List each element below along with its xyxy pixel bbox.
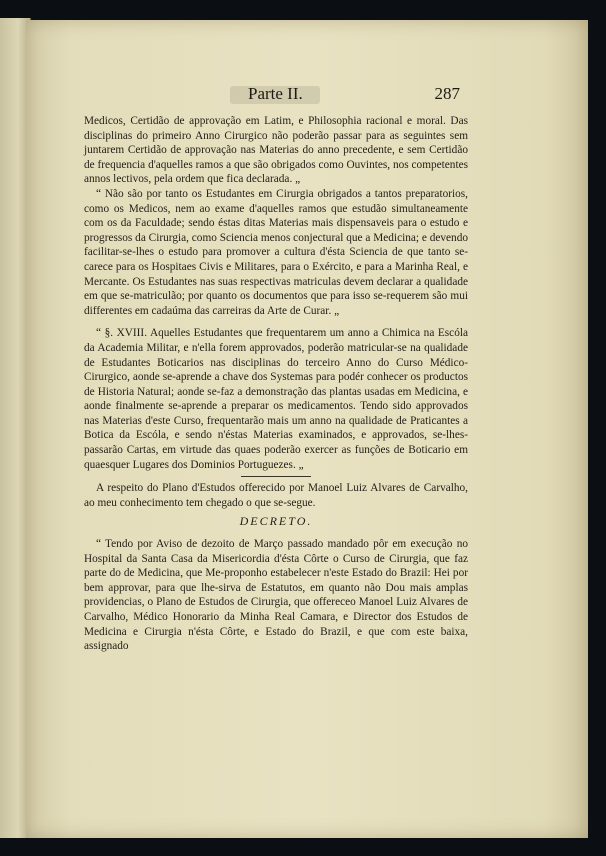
section-divider <box>241 476 311 477</box>
page-number: 287 <box>434 84 460 103</box>
decree-heading: DECRETO. <box>239 514 313 529</box>
paragraph-plan-intro: A respeito do Plano d'Estudos offerecido por Manoel Luiz Alvares de Carvalho, ao meu conhecimento tem chegado o que se-segue. <box>84 482 468 509</box>
paragraph-surgery-students: “ Não são por tanto os Estudantes em Cirurgia obrigados a tantos preparatorios, como os Medicos, nem ao exame d'aquelles ramos que estudão simultaneamente com os da Faculdade; sendo éstas ditas Materias mais dispensaveis para o estudo e progressos da Cirurgia, como Sciencia menos conjectural que a Medicina; e devendo facilitar-se-lhes o estudo para promover a cultura d'ésta Sciencia de que tanto se-carece para os Hospitaes Civis e Militares, para o Exército, e para a Marinha Real, e Mercante. Os Estudantes nas suas respectivas matriculas devem declarar a qualidade em que se-matriculão; por quanto os documentos que para isso se-requerem são mui differentes em cadaúma das carreiras da Arte de Curar. „ <box>84 187 468 317</box>
paragraph-section-xviii: “ §. XVIII. Aquelles Estudantes que frequentarem um anno a Chimica na Escóla da Academia Militar, e n'ella forem approvados, poderão matricular-se na qualidade de Estudantes Boticarios nas disciplinas do terceiro Anno do Curso Médico-Cirurgico, aonde se-aprende a chave dos Systemas para podér conhecer os productos de Historia Natural; aonde se-faz a demonstração das plantas usadas em Medicina, e aonde finalmente se-aprende a preparar os medicamentos. Tendo sido approvados nas Materias d'este Curso, frequentarão mais um anno na qualidade de Praticantes a Botica da Escóla, e sendo n'éstas Materias examinados, e approvados, se-lhes-passarão Cartas, em virtude das quaes poderão exercer as funções de Boticario em quaesquer Lugares dos Dominios Portuguezes. „ <box>84 327 468 471</box>
paragraph-decree-text: “ Tendo por Aviso de dezoito de Março passado mandado pôr em execução no Hospital da Santa Casa da Misericordia d'ésta Côrte o Curso de Cirurgia, que faz parte do de Medicina, que Me-proponho estabelecer n'este Estado do Brazil: Hei por bem approvar, para que lhe-sirva de Estatutos, em quanto não Dou mais amplas providencias, o Plano de Estudos de Cirurgia, que offereceo Manoel Luiz Alvares de Carvalho, Médico Honorario da Minha Real Camara, e Director dos Estudos de Medicina e Cirurgia n'ésta Côrte, e Estado do Brazil, e que com este baixa, assignado <box>84 538 468 653</box>
running-head: Parte II. <box>248 84 303 103</box>
page-header <box>84 84 464 106</box>
paragraph-gap <box>84 318 468 326</box>
page-body <box>84 114 468 654</box>
paragraph-continuation: Medicos, Certidão de approvação em Latim, e Philosophia racional e moral. Das disciplinas do primeiro Anno Cirurgico não poderão passar para as seguintes sem juntarem Certidão de approvação nas Materias do anno precedente, e sem Certidão de frequencia d'aquelles ramos a que são obrigados como Ouvintes, nos competentes annos lectivos, pela ordem que fica declarada. „ <box>84 115 468 186</box>
